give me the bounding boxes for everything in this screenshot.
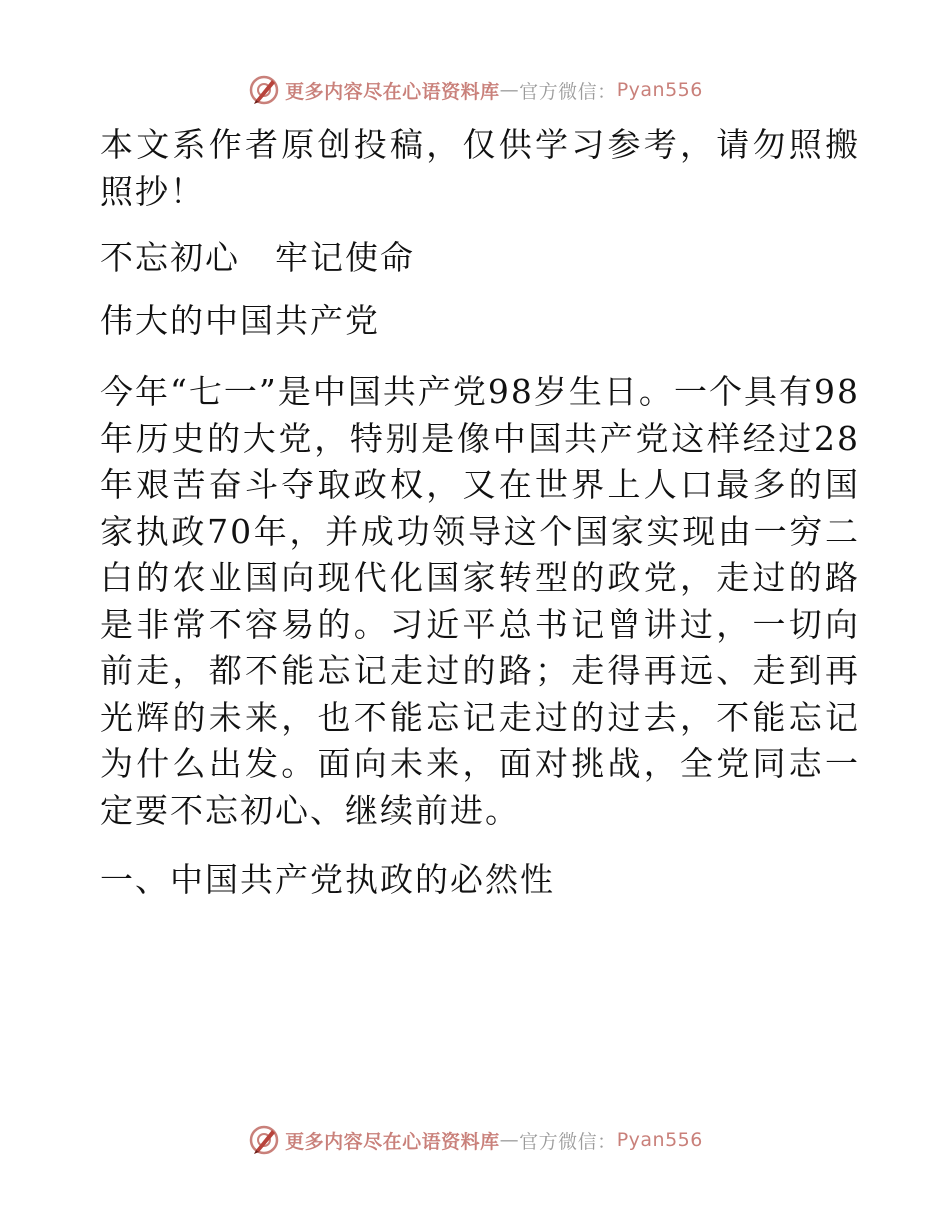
banner-title: 更多内容尽在心语资料库: [285, 80, 500, 103]
body-paragraph: 今年“七一”是中国共产党98岁生日。一个具有98年历史的大党，特别是像中国共产党这样经过28年艰苦奋斗夺取政权，又在世界上人口最多的国家执政70年，并成功领导这个国家实现由一穷二白的农业国向现代化国家转型的政党，走过的路是非常不容易的。习近平总书记曾讲过，一切向前走，都不能忘记走过的路；走得再远、走到再光辉的未来，也不能忘记走过的过去，不能忘记为什么出发。面向未来，面对挑战，全党同志一定要不忘初心、继续前进。: [100, 372, 860, 830]
section-heading: 一、中国共产党执政的必然性: [100, 860, 555, 899]
banner-wechat-id: Pyan556: [616, 79, 703, 101]
banner-subtitle: 官方微信：: [519, 1130, 617, 1153]
disclaimer-paragraph: 本文系作者原创投稿，仅供学习参考，请勿照搬照抄！: [100, 125, 860, 211]
pen-logo-icon: [247, 73, 281, 107]
pen-logo-icon: [247, 1123, 281, 1157]
document-heading: 不忘初心 牢记使命: [100, 238, 415, 277]
banner-subtitle: 官方微信：: [519, 80, 617, 103]
banner-separator: —: [499, 79, 520, 101]
banner-title: 更多内容尽在心语资料库: [285, 1130, 500, 1153]
footer-watermark-banner: [0, 1120, 950, 1160]
header-watermark-banner: [0, 70, 950, 110]
document-subheading: 伟大的中国共产党: [100, 300, 380, 340]
banner-wechat-id: Pyan556: [616, 1129, 703, 1151]
document-body: [100, 122, 860, 904]
banner-separator: —: [499, 1129, 520, 1151]
